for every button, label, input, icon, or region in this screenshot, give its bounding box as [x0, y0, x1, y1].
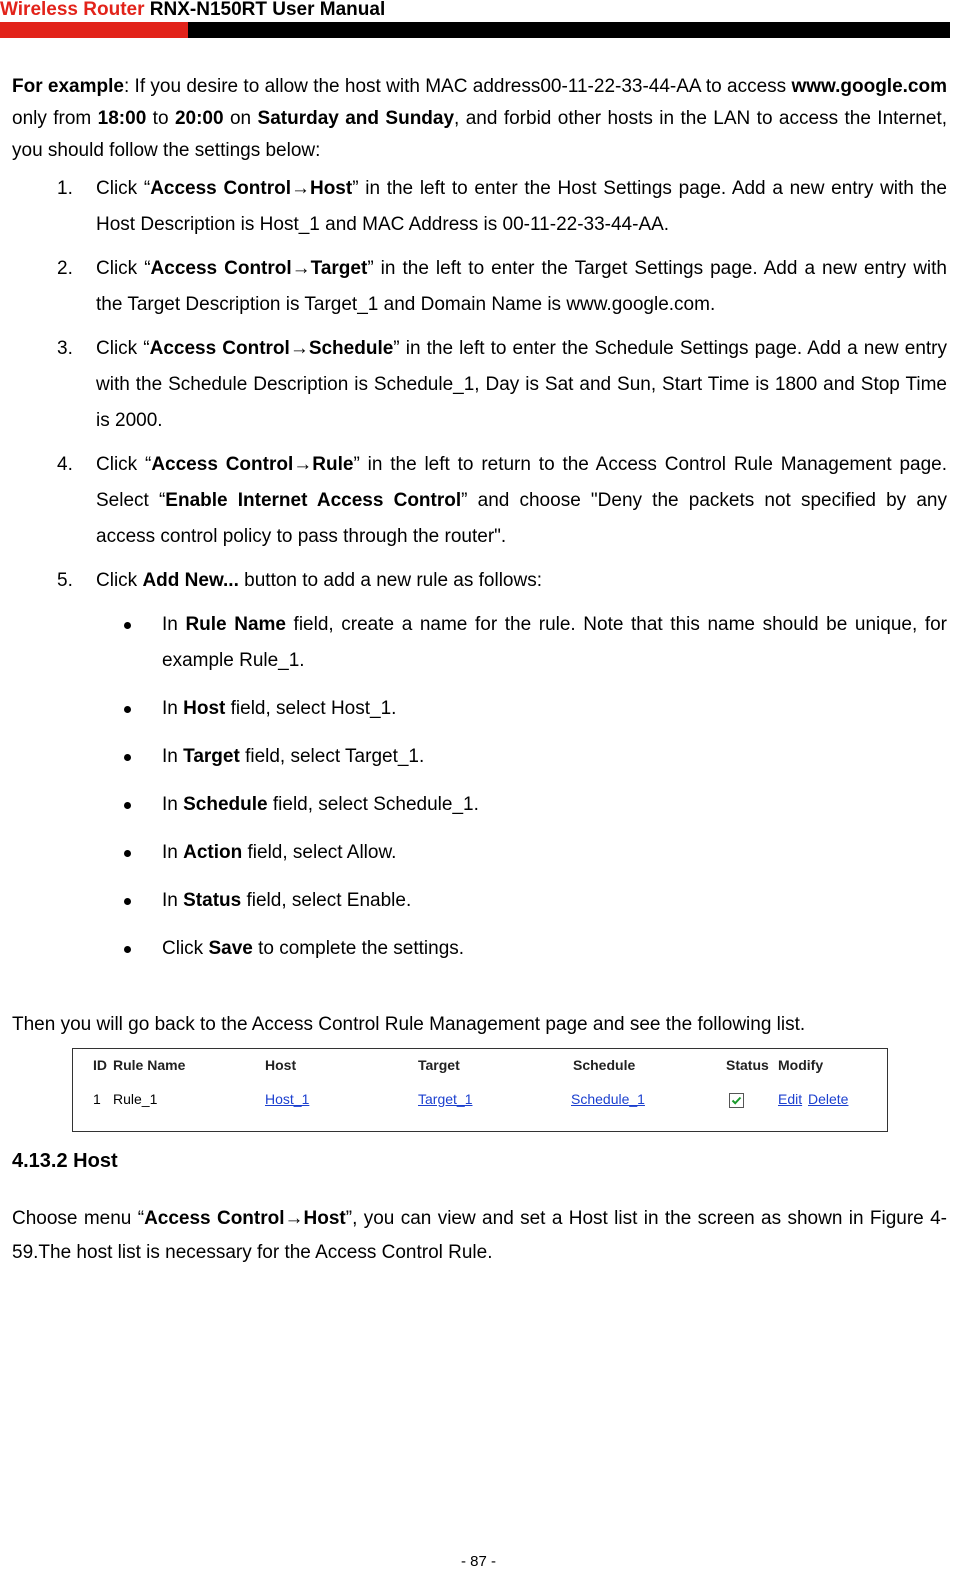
- step-item: [12, 251, 947, 323]
- bullet-icon: [122, 835, 162, 871]
- bullet-text: [162, 931, 947, 967]
- bullet-text: [162, 739, 947, 775]
- schedule-link[interactable]: Schedule_1: [571, 1091, 645, 1107]
- step-item: [12, 447, 947, 555]
- section-number: 4.13.2: [12, 1150, 68, 1172]
- intro-domain: www.google.com: [791, 76, 947, 97]
- intro-start-time: 18:00: [97, 108, 147, 129]
- bullet-text: [162, 607, 947, 679]
- bullet-icon: [122, 607, 162, 679]
- bullet-text-a: In: [162, 890, 184, 911]
- step-text-b: ” in the left to enter the Host Settings page. Add a new entry with the Host Description is Host_1 and MAC Address is 00-11-22-33-44-AA.: [96, 178, 947, 235]
- intro-text-3: to: [146, 108, 175, 129]
- rule-list-screenshot: [72, 1048, 888, 1132]
- bullet-text-b: field, select Host_1.: [225, 698, 397, 719]
- rule-fields-list: [12, 607, 947, 967]
- status-checkbox[interactable]: [729, 1093, 744, 1108]
- header-brand: Wireless Router: [0, 0, 145, 20]
- list-item: [122, 607, 947, 679]
- bullet-field: Status: [183, 890, 242, 911]
- col-header-status: Status: [726, 1057, 769, 1073]
- table-header-row: [73, 1057, 887, 1077]
- step-button-name: Add New...: [142, 570, 239, 591]
- bullet-text-a: In: [162, 842, 184, 863]
- col-header-modify: Modify: [778, 1057, 824, 1073]
- bullet-icon: [122, 883, 162, 919]
- step-text-a: Click “: [96, 454, 152, 475]
- step-menu-path: Access Control→Schedule: [149, 338, 394, 359]
- delete-link[interactable]: Delete: [808, 1091, 849, 1107]
- table-row: [73, 1091, 887, 1111]
- step-text: [96, 171, 947, 243]
- step-text: [96, 447, 947, 555]
- list-item: [122, 787, 947, 823]
- bullet-field: Schedule: [183, 794, 268, 815]
- step-item: [12, 563, 947, 599]
- bullet-icon: [122, 739, 162, 775]
- bullet-text-b: to complete the settings.: [252, 938, 465, 959]
- step-menu-path: Access Control→Rule: [151, 454, 354, 475]
- col-header-host: Host: [265, 1057, 297, 1073]
- intro-text-4: on: [223, 108, 258, 129]
- step-option: Enable Internet Access Control: [165, 490, 462, 511]
- page-number: - 87 -: [460, 1553, 496, 1570]
- list-item: [122, 931, 947, 967]
- step-text-c: ” and choose "Deny the packets not specified by any access control policy to pass through the router".: [96, 490, 947, 547]
- col-header-rule-name: Rule Name: [113, 1057, 186, 1073]
- intro-text-2: only from: [12, 108, 98, 129]
- bullet-text: [162, 835, 947, 871]
- step-text-b: ” in the left to enter the Schedule Settings page. Add a new entry with the Schedule Description is Schedule_1, Day is Sat and Sun, Start Time is 1800 and Stop Time is 2000.: [96, 338, 947, 431]
- bullet-text: [162, 883, 947, 919]
- step-text: [96, 331, 947, 439]
- cell-id: 1: [93, 1091, 101, 1107]
- bullet-icon: [122, 691, 162, 727]
- checkmark-icon: [730, 1094, 743, 1107]
- step-text-b: ” in the left to return to the Access Control Rule Management page. Select “: [96, 454, 948, 511]
- header-manual-title: RNX-N150RT User Manual: [149, 0, 386, 20]
- edit-link[interactable]: Edit: [778, 1091, 803, 1107]
- step-text-a: Click: [96, 570, 143, 591]
- bullet-text: [162, 691, 947, 727]
- header-rule-accent: [0, 22, 188, 38]
- col-header-id: ID: [93, 1057, 107, 1073]
- bullet-icon: [122, 787, 162, 823]
- step-item: [12, 171, 947, 243]
- bullet-icon: [122, 931, 162, 967]
- cell-rule-name: Rule_1: [113, 1091, 158, 1107]
- step-menu-path: Access Control→Host: [150, 178, 353, 199]
- intro-end-time: 20:00: [174, 108, 224, 129]
- host-link[interactable]: Host_1: [265, 1091, 310, 1107]
- choose-text-b: ”, you can view and set a Host list in the screen as shown in Figure 4-59.The host list is necessary for the Access Control Rule.: [12, 1208, 947, 1263]
- intro-text-1: : If you desire to allow the host with MAC address00-11-22-33-44-AA to access: [123, 76, 792, 97]
- choose-menu-path: Access Control→Host: [144, 1208, 346, 1229]
- step-text-a: Click “: [96, 258, 151, 279]
- body-content: [12, 71, 947, 979]
- list-item: [122, 883, 947, 919]
- bullet-text-b: field, create a name for the rule. Note that this name should be unique, for example Rule_1.: [162, 614, 947, 671]
- header-title: [0, 0, 385, 21]
- then-paragraph: Then you will go back to the Access Control Rule Management page and see the following list.: [12, 1014, 806, 1035]
- bullet-text-a: In: [162, 794, 184, 815]
- bullet-text-a: In: [162, 746, 184, 767]
- step-number: 5.: [57, 570, 73, 591]
- step-text-b: button to add a new rule as follows:: [238, 570, 543, 591]
- step-text-a: Click “: [96, 338, 150, 359]
- col-header-target: Target: [418, 1057, 460, 1073]
- step-text: [96, 251, 947, 323]
- step-item: [12, 331, 947, 439]
- target-link[interactable]: Target_1: [418, 1091, 473, 1107]
- step-number: 3.: [57, 338, 73, 359]
- bullet-text: [162, 787, 947, 823]
- intro-days: Saturday and Sunday: [257, 108, 455, 129]
- bullet-text-b: field, select Target_1.: [239, 746, 425, 767]
- bullet-text-b: field, select Schedule_1.: [267, 794, 479, 815]
- bullet-field: Host: [183, 698, 226, 719]
- choose-text-a: Choose menu “: [12, 1208, 145, 1229]
- list-item: [122, 835, 947, 871]
- bullet-text-b: field, select Allow.: [242, 842, 397, 863]
- choose-paragraph: [12, 1202, 947, 1270]
- step-number: 2.: [57, 258, 73, 279]
- list-item: [122, 739, 947, 775]
- section-heading: [12, 1150, 118, 1173]
- intro-lead: For example: [12, 76, 124, 97]
- step-menu-path: Access Control→Target: [150, 258, 368, 279]
- step-text: [96, 563, 947, 599]
- bullet-text-a: In: [162, 614, 186, 635]
- bullet-text-a: In: [162, 698, 184, 719]
- bullet-text-b: field, select Enable.: [241, 890, 412, 911]
- intro-text-5: , and forbid other hosts in the LAN to access the Internet, you should follow the settings below:: [12, 108, 947, 161]
- intro-paragraph: [12, 71, 947, 167]
- step-number: 4.: [57, 454, 73, 475]
- bullet-field: Rule Name: [185, 614, 286, 635]
- col-header-schedule: Schedule: [573, 1057, 636, 1073]
- page-header: [0, 0, 957, 40]
- bullet-text-a: Click: [162, 938, 209, 959]
- step-text-a: Click “: [96, 178, 151, 199]
- step-text-b: ” in the left to enter the Target Settings page. Add a new entry with the Target Description is Target_1 and Domain Name is www.google.com.: [96, 258, 947, 315]
- steps-list: [12, 171, 947, 599]
- header-rule: [0, 22, 950, 38]
- bullet-field: Action: [183, 842, 243, 863]
- bullet-field: Save: [208, 938, 253, 959]
- list-item: [122, 691, 947, 727]
- step-number: 1.: [57, 178, 73, 199]
- section-title: Host: [73, 1150, 118, 1172]
- bullet-field: Target: [183, 746, 240, 767]
